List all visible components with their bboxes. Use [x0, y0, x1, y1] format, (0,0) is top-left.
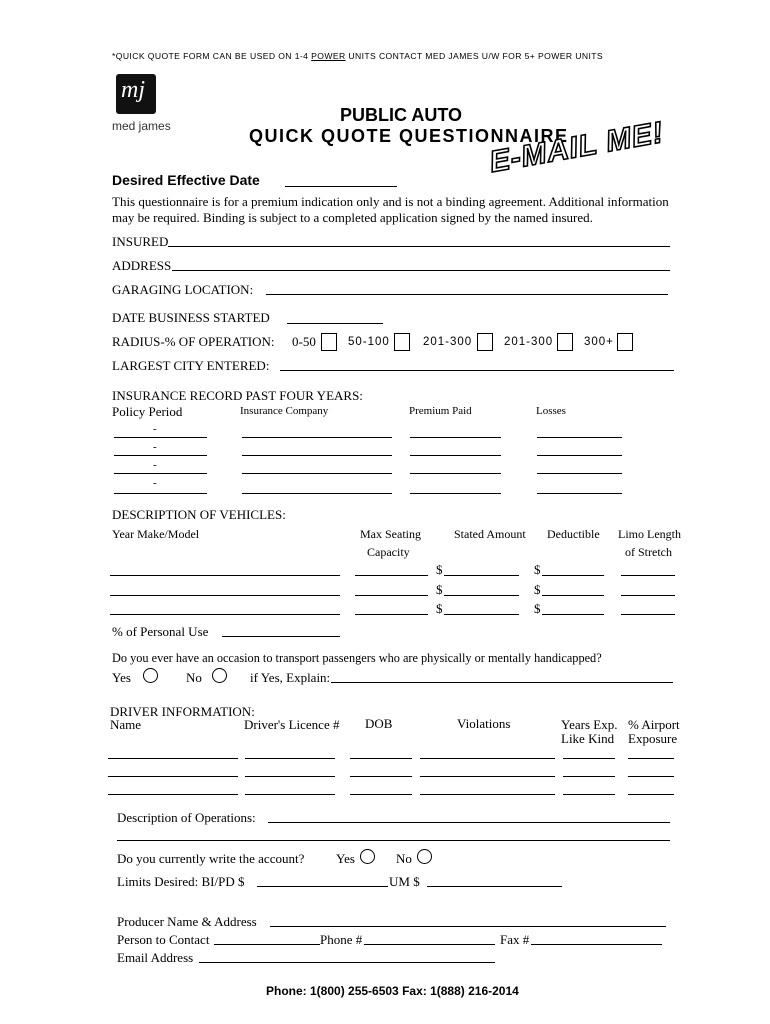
premium-field[interactable] [410, 493, 501, 494]
losses-field[interactable] [537, 437, 622, 438]
stated-field[interactable] [444, 595, 519, 596]
disclaimer-line2: may be required. Binding is subject to a completed application signed by the named insured. [112, 210, 593, 225]
desc-ops-field-2[interactable] [117, 840, 670, 841]
radius-checkbox-5[interactable] [617, 333, 633, 351]
vehicles-label: DESCRIPTION OF VEHICLES: [112, 507, 286, 522]
contact-label: Person to Contact [117, 932, 210, 947]
radius-checkbox-1[interactable] [321, 333, 337, 351]
stated-dollar: $ [436, 601, 443, 616]
make-field[interactable] [110, 575, 340, 576]
producer-label: Producer Name & Address [117, 914, 257, 929]
period-field[interactable] [114, 473, 207, 474]
driver-airport-field[interactable] [628, 758, 674, 759]
phone-field[interactable] [364, 944, 495, 945]
um-field[interactable] [427, 886, 562, 887]
page-title-line2: QUICK QUOTE QUESTIONNAIRE [249, 126, 569, 146]
desc-ops-label: Description of Operations: [117, 810, 256, 825]
veh-col-deduct: Deductible [547, 527, 600, 541]
veh-col-seat2: Capacity [367, 545, 410, 559]
desc-ops-field-1[interactable] [268, 822, 670, 823]
ins-col-premium: Premium Paid [409, 405, 472, 417]
date-started-label: DATE BUSINESS STARTED [112, 310, 270, 325]
date-started-field[interactable] [287, 323, 383, 324]
ins-record-label: INSURANCE RECORD PAST FOUR YEARS: [112, 388, 363, 403]
write-account-no-label: No [396, 851, 412, 866]
limo-field[interactable] [621, 595, 675, 596]
fax-label: Fax # [500, 932, 530, 947]
largest-city-label: LARGEST CITY ENTERED: [112, 358, 270, 373]
limo-field[interactable] [621, 575, 675, 576]
handicap-yes-label: Yes [112, 670, 131, 685]
make-field[interactable] [110, 614, 340, 615]
personal-use-field[interactable] [222, 636, 340, 637]
driver-airport-field[interactable] [628, 794, 674, 795]
footer-contact: Phone: 1(800) 255-6503 Fax: 1(888) 216-2014 [266, 984, 519, 998]
premium-field[interactable] [410, 473, 501, 474]
radius-checkbox-4[interactable] [557, 333, 573, 351]
ins-col-losses: Losses [536, 405, 566, 417]
explain-label: if Yes, Explain: [250, 670, 331, 685]
producer-field[interactable] [270, 926, 666, 927]
driver-dob-field[interactable] [350, 758, 412, 759]
radius-checkbox-2[interactable] [394, 333, 410, 351]
ins-col-period: Policy Period [112, 404, 183, 419]
driver-airport-field[interactable] [628, 776, 674, 777]
period-dash: - [153, 477, 157, 489]
seating-field[interactable] [355, 614, 428, 615]
email-label: Email Address [117, 950, 194, 965]
driver-name-field[interactable] [108, 794, 238, 795]
premium-field[interactable] [410, 437, 501, 438]
driver-years-field[interactable] [563, 794, 615, 795]
garaging-label: GARAGING LOCATION: [112, 282, 254, 297]
veh-col-make: Year Make/Model [112, 527, 200, 541]
veh-col-limo1: Limo Length [618, 527, 681, 541]
driver-violations-field[interactable] [420, 758, 555, 759]
company-field[interactable] [242, 437, 392, 438]
radius-checkbox-3[interactable] [477, 333, 493, 351]
deduct-field[interactable] [542, 575, 604, 576]
limits-label: Limits Desired: BI/PD $ [117, 874, 245, 889]
ins-col-company: Insurance Company [240, 405, 329, 417]
company-field[interactable] [242, 493, 392, 494]
handicap-yes-radio[interactable] [143, 668, 158, 683]
drv-col-years2: Like Kind [561, 731, 615, 746]
veh-col-stated: Stated Amount [454, 527, 526, 541]
deduct-field[interactable] [542, 614, 604, 615]
handicap-question: Do you ever have an occasion to transport passengers who are physically or mentally handicapped? [112, 651, 602, 665]
company-field[interactable] [242, 473, 392, 474]
losses-field[interactable] [537, 455, 622, 456]
make-field[interactable] [110, 595, 340, 596]
driver-violations-field[interactable] [420, 776, 555, 777]
period-dash: - [153, 459, 157, 471]
driver-licence-field[interactable] [245, 776, 335, 777]
deduct-dollar: $ [534, 601, 541, 616]
stated-field[interactable] [444, 614, 519, 615]
period-field[interactable] [114, 437, 207, 438]
drv-col-years1: Years Exp. [561, 717, 618, 732]
driver-licence-field[interactable] [245, 758, 335, 759]
veh-col-limo2: of Stretch [625, 545, 672, 559]
logo-text: med james [112, 119, 171, 133]
driver-licence-field[interactable] [245, 794, 335, 795]
desired-date-field[interactable] [285, 186, 397, 187]
insured-label: INSURED [112, 234, 169, 249]
disclaimer-line1: This questionnaire is for a premium indication only and is not a binding agreement. Additional information [112, 194, 669, 209]
write-account-question: Do you currently write the account? [117, 851, 305, 866]
address-label: ADDRESS [112, 258, 172, 273]
logo-mark: mj [121, 77, 145, 103]
veh-col-seat1: Max Seating [360, 527, 421, 541]
write-account-yes-label: Yes [336, 851, 355, 866]
email-field[interactable] [199, 962, 495, 963]
fax-field[interactable] [531, 944, 662, 945]
largest-city-field[interactable] [280, 370, 674, 371]
med-james-logo [112, 74, 171, 138]
radius-opt-3: 201-300 [423, 336, 473, 348]
driver-years-field[interactable] [563, 758, 615, 759]
garaging-field[interactable] [266, 294, 668, 295]
handicap-no-radio[interactable] [212, 668, 227, 683]
radius-opt-2: 50-100 [348, 336, 390, 348]
address-field[interactable] [172, 270, 670, 271]
radius-label: RADIUS-% OF OPERATION: [112, 334, 275, 349]
phone-label: Phone # [320, 932, 363, 947]
contact-field[interactable] [214, 944, 320, 945]
limo-field[interactable] [621, 614, 675, 615]
deduct-field[interactable] [542, 595, 604, 596]
driver-years-field[interactable] [563, 776, 615, 777]
radius-opt-5: 300+ [584, 336, 614, 348]
losses-field[interactable] [537, 493, 622, 494]
period-dash: - [153, 441, 157, 453]
drv-col-name: Name [110, 717, 142, 732]
personal-use-label: % of Personal Use [112, 624, 209, 639]
drv-col-licence: Driver's Licence # [244, 717, 340, 732]
drv-col-dob: DOB [365, 716, 393, 731]
explain-field[interactable] [331, 682, 673, 683]
seating-field[interactable] [355, 595, 428, 596]
limits-bipd-field[interactable] [257, 886, 388, 887]
handicap-no-label: No [186, 670, 202, 685]
driver-name-field[interactable] [108, 758, 238, 759]
driver-name-field[interactable] [108, 776, 238, 777]
period-dash: - [153, 423, 157, 435]
top-notice: *QUICK QUOTE FORM CAN BE USED ON 1-4 POWER UNITS CONTACT MED JAMES U/W FOR 5+ POWER UNITS [112, 51, 604, 61]
driver-dob-field[interactable] [350, 776, 412, 777]
drv-col-violations: Violations [457, 716, 511, 731]
driver-dob-field[interactable] [350, 794, 412, 795]
period-field[interactable] [114, 493, 207, 494]
driver-info-label: DRIVER INFORMATION: [110, 704, 255, 719]
stated-field[interactable] [444, 575, 519, 576]
deduct-dollar: $ [534, 582, 541, 597]
drv-col-airport1: % Airport [628, 717, 680, 732]
email-me-link[interactable]: E-MAIL ME! [487, 115, 667, 180]
seating-field[interactable] [355, 575, 428, 576]
page-title-line1: PUBLIC AUTO [340, 105, 463, 125]
drv-col-airport2: Exposure [628, 731, 678, 746]
insured-field[interactable] [168, 246, 670, 247]
radius-opt-4: 201-300 [504, 336, 554, 348]
deduct-dollar: $ [534, 562, 541, 577]
write-account-no-radio[interactable] [417, 849, 432, 864]
stated-dollar: $ [436, 562, 443, 577]
company-field[interactable] [242, 455, 392, 456]
radius-opt-1: 0-50 [292, 334, 316, 349]
losses-field[interactable] [537, 473, 622, 474]
write-account-yes-radio[interactable] [360, 849, 375, 864]
period-field[interactable] [114, 455, 207, 456]
premium-field[interactable] [410, 455, 501, 456]
stated-dollar: $ [436, 582, 443, 597]
desired-date-label: Desired Effective Date [112, 172, 260, 188]
driver-violations-field[interactable] [420, 794, 555, 795]
um-label: UM $ [389, 874, 420, 889]
